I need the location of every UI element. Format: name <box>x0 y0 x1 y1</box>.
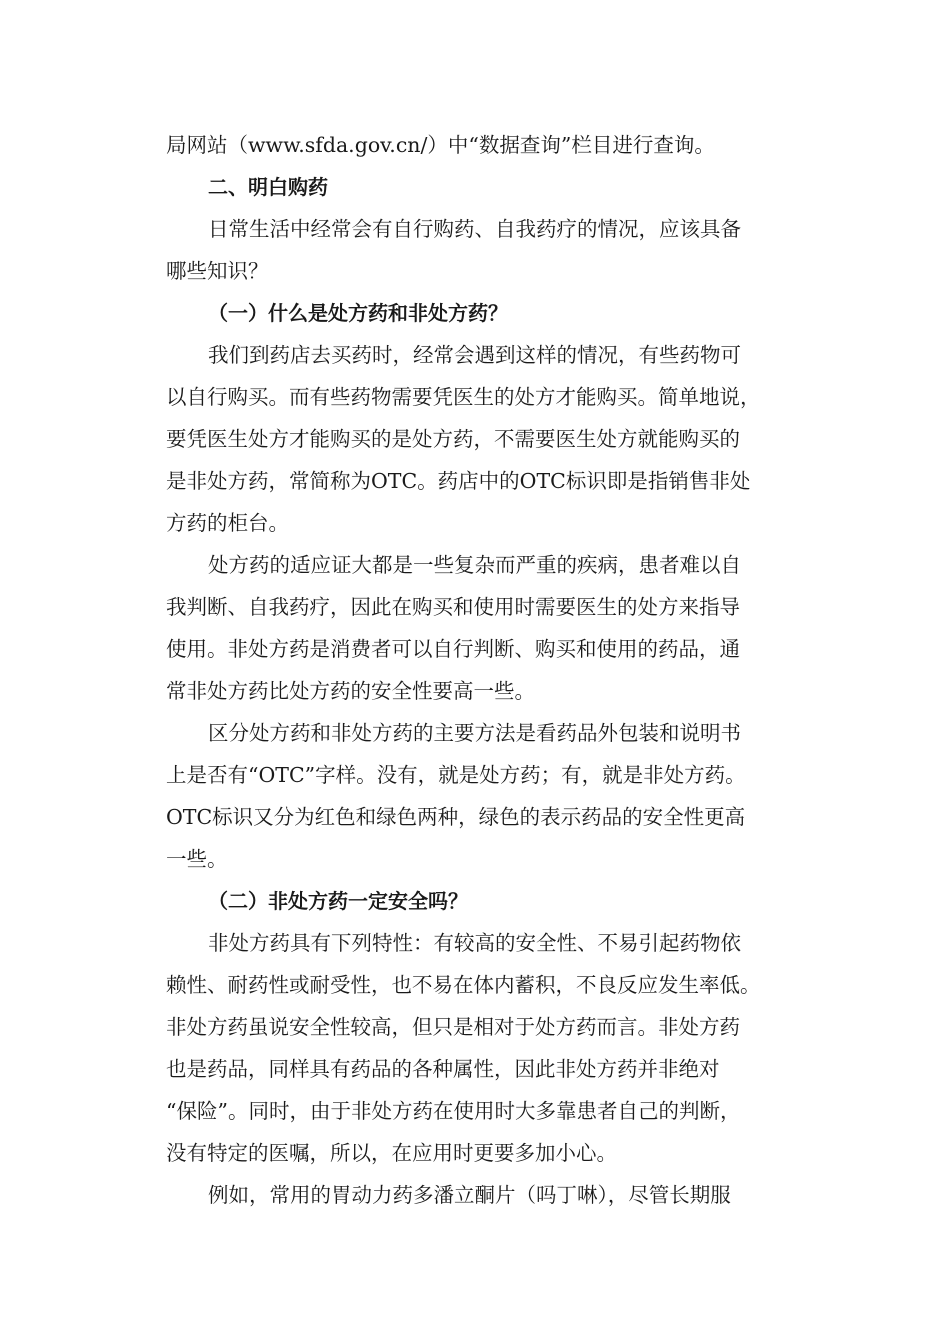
paragraph-line <box>0 377 950 417</box>
paragraph-line <box>0 545 950 585</box>
line-text: 日常生活中经常会有自行购药、自我药疗的情况，应该具备 <box>208 217 741 241</box>
paragraph-line <box>0 335 950 375</box>
heading-text: （二）非处方药一定安全吗？ <box>208 889 468 913</box>
paragraph-line <box>0 125 950 165</box>
line-text: 方药的柜台。 <box>166 511 289 535</box>
line-text: 区分处方药和非处方药的主要方法是看药品外包装和说明书 <box>208 721 741 745</box>
line-text: 没有特定的医嘱，所以，在应用时更要多加小心。 <box>166 1141 617 1165</box>
line-text: 上是否有“OTC”字样。没有，就是处方药；有，就是非处方药。 <box>166 763 746 787</box>
paragraph-line <box>0 839 950 879</box>
paragraph-line <box>0 797 950 837</box>
paragraph-line <box>0 251 950 291</box>
subsection-heading <box>0 881 950 921</box>
line-text: 我判断、自我药疗，因此在购买和使用时需要医生的处方来指导 <box>166 595 740 619</box>
paragraph-line <box>0 671 950 711</box>
paragraph-line <box>0 1049 950 1089</box>
line-text: 我们到药店去买药时，经常会遇到这样的情况，有些药物可 <box>208 343 741 367</box>
heading-text: 二、明白购药 <box>208 175 328 199</box>
line-text: “保险”。同时，由于非处方药在使用时大多靠患者自己的判断， <box>166 1099 741 1123</box>
line-text: OTC标识又分为红色和绿色两种，绿色的表示药品的安全性更高 <box>166 805 746 829</box>
paragraph-line <box>0 629 950 669</box>
line-text: 是非处方药，常简称为OTC。药店中的OTC标识即是指销售非处 <box>166 469 751 493</box>
paragraph-line <box>0 461 950 501</box>
paragraph-line <box>0 1007 950 1047</box>
paragraph-line <box>0 503 950 543</box>
line-text: 处方药的适应证大都是一些复杂而严重的疾病，患者难以自 <box>208 553 741 577</box>
line-text: 要凭医生处方才能购买的是处方药，不需要医生处方就能购买的 <box>166 427 740 451</box>
line-text: 赖性、耐药性或耐受性，也不易在体内蓄积，不良反应发生率低。 <box>166 973 761 997</box>
heading-text: （一）什么是处方药和非处方药？ <box>208 301 508 325</box>
paragraph-line <box>0 965 950 1005</box>
line-text: 例如，常用的胃动力药多潘立酮片（吗丁啉），尽管长期服 <box>208 1183 731 1207</box>
line-text: 也是药品，同样具有药品的各种属性，因此非处方药并非绝对 <box>166 1057 720 1081</box>
paragraph-line <box>0 923 950 963</box>
line-text: 常非处方药比处方药的安全性要高一些。 <box>166 679 535 703</box>
line-text: 非处方药具有下列特性：有较高的安全性、不易引起药物依 <box>208 931 741 955</box>
paragraph-line <box>0 587 950 627</box>
paragraph-line <box>0 755 950 795</box>
line-text: 一些。 <box>166 847 228 871</box>
section-heading <box>0 167 950 207</box>
line-text: 使用。非处方药是消费者可以自行判断、购买和使用的药品，通 <box>166 637 740 661</box>
subsection-heading <box>0 293 950 333</box>
line-text: 哪些知识？ <box>166 259 269 283</box>
paragraph-line <box>0 209 950 249</box>
paragraph-line <box>0 419 950 459</box>
paragraph-line <box>0 1175 950 1215</box>
line-text: 以自行购买。而有些药物需要凭医生的处方才能购买。简单地说， <box>166 385 761 409</box>
paragraph-line <box>0 1091 950 1131</box>
paragraph-line <box>0 713 950 753</box>
line-text: 非处方药虽说安全性较高，但只是相对于处方药而言。非处方药 <box>166 1015 740 1039</box>
line-text: 局网站（www.sfda.gov.cn/）中“数据查询”栏目进行查询。 <box>166 133 715 157</box>
paragraph-line <box>0 1133 950 1173</box>
